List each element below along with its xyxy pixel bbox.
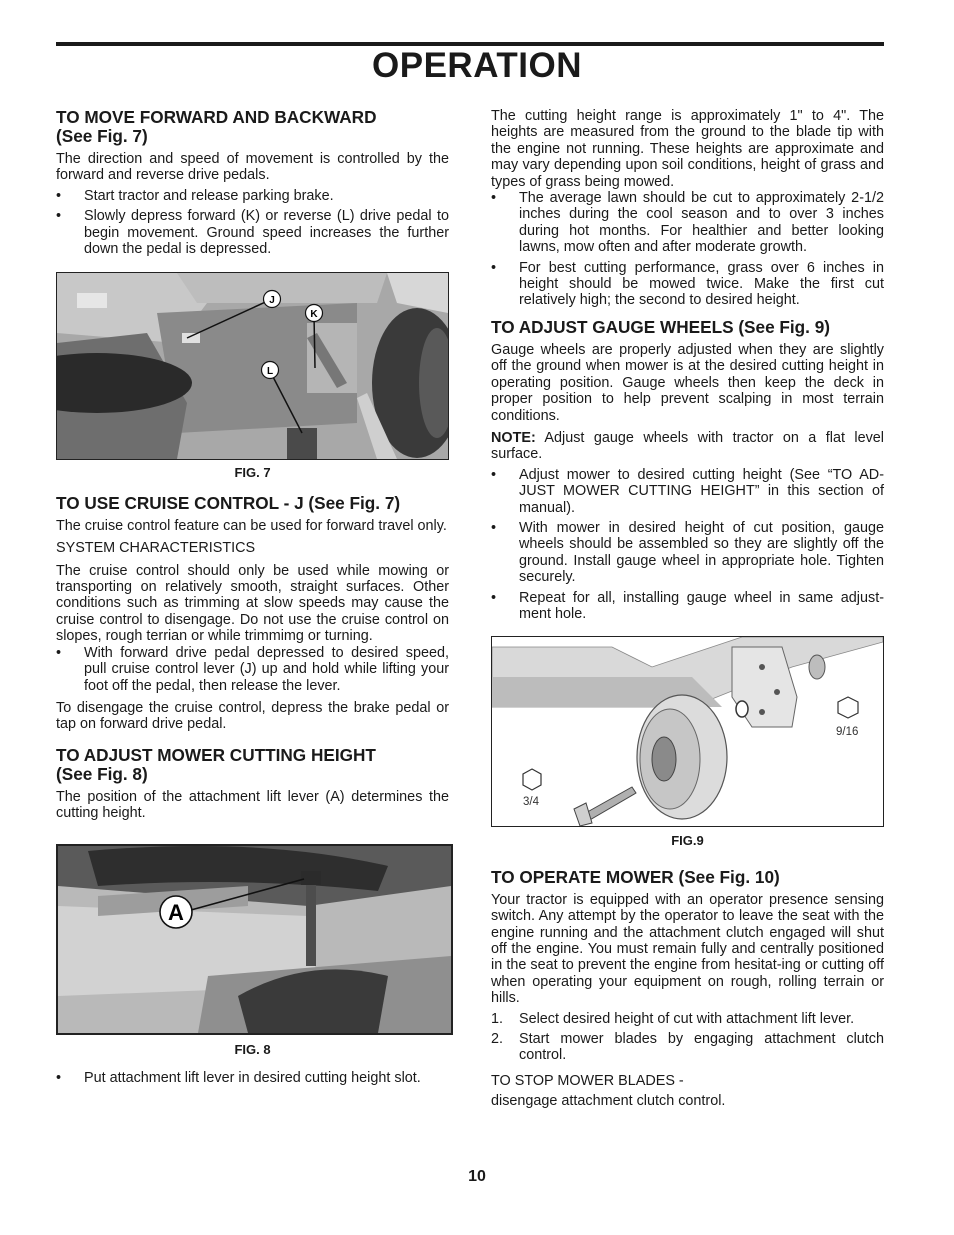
callout-l: L bbox=[266, 366, 274, 378]
section-heading-ref: (See Fig. 7) bbox=[56, 126, 148, 146]
section-heading: TO ADJUST GAUGE WHEELS (See Fig. 9) bbox=[491, 316, 831, 337]
bullet-item: • Slowly depress forward (K) or reverse (L) drive pedal to begin movement. Ground speed increases the further down the pedal is depressed. bbox=[56, 208, 449, 258]
note-label: NOTE: bbox=[491, 429, 536, 446]
section-heading: TO ADJUST MOWER CUTTING HEIGHT bbox=[56, 744, 376, 765]
paragraph: disengage attachment clutch control. bbox=[491, 1093, 726, 1110]
wrench-size-3-4: 3/4 bbox=[523, 796, 539, 809]
bullet-item: • With mower in desired height of cut position, gauge wheels should be assembled so they are slightly off the ground. Install gauge wheel in appropriate hole. Tighten securely. bbox=[491, 519, 884, 586]
numbered-step: 1. Select desired height of cut with attachment lift lever. bbox=[491, 1010, 855, 1027]
figure-9-image bbox=[491, 636, 884, 827]
subheading: SYSTEM CHARACTERISTICS bbox=[56, 540, 256, 557]
paragraph: The cruise control feature can be used for forward travel only. bbox=[56, 517, 447, 534]
section-gauge-wheels bbox=[491, 318, 884, 623]
section-move-forward bbox=[56, 108, 449, 257]
subheading: TO STOP MOWER BLADES - bbox=[491, 1072, 684, 1089]
callout-j: J bbox=[269, 295, 275, 307]
note-paragraph: NOTE: Adjust gauge wheels with tractor on a flat level surface. bbox=[491, 429, 884, 463]
paragraph: Your tractor is equipped with an operator presence sensing switch. Any attempt by the operator to leave the seat with the engine running and the attachment clutch engaged will shut off the engine. You must remain fully and centrally positioned in the seat to prevent the engine from hesitat-ing or cutting off when operating your equipment on rough, rolling terrain or hills. bbox=[491, 891, 884, 1007]
section-heading-ref: (See Fig. 8) bbox=[56, 763, 148, 784]
page-number: 10 bbox=[468, 1168, 486, 1185]
paragraph: To disengage the cruise control, depress the brake pedal or tap on forward drive pedal. bbox=[56, 699, 449, 733]
right-column bbox=[491, 108, 884, 1110]
paragraph: The cutting height range is approximately 1" to 4". The heights are measured from the ground to the blade tip with the engine not running. These heights are approximate and may vary depending upon soil conditions, height of grass and types of grass being mowed. bbox=[491, 108, 884, 190]
figure-9-caption: FIG.9 bbox=[671, 833, 704, 849]
bullet-item: • Repeat for all, installing gauge wheel in same adjust-ment hole. bbox=[491, 589, 884, 622]
numbered-step: 2. Start mower blades by engaging attachment clutch control. bbox=[491, 1031, 884, 1064]
section-heading: TO MOVE FORWARD AND BACKWARD bbox=[56, 107, 377, 127]
section-operate-mower bbox=[491, 868, 884, 1110]
section-heading: TO USE CRUISE CONTROL - J (See Fig. 7) bbox=[56, 492, 401, 513]
page-title: OPERATION bbox=[372, 46, 582, 85]
callout-k: K bbox=[310, 309, 318, 321]
bullet-item: • Put attachment lift lever in desired cutting height slot. bbox=[56, 1069, 421, 1086]
section-cruise-control bbox=[56, 494, 449, 733]
bullet-item: • For best cutting performance, grass over 6 inches in height should be mowed twice. Make the first cut relatively high; the second to desired height. bbox=[491, 259, 884, 309]
paragraph: Gauge wheels are properly adjusted when they are slightly off the ground when mower is at the desired cutting height in operating position. Gauge wheels then keep the deck in proper position to help prevent scalping in most terrain conditions. bbox=[491, 341, 884, 424]
wrench-size-9-16: 9/16 bbox=[836, 726, 859, 739]
paragraph: The position of the attachment lift lever (A) determines the cutting height. bbox=[56, 788, 449, 822]
section-heading: TO OPERATE MOWER (See Fig. 10) bbox=[491, 866, 780, 887]
paragraph: The direction and speed of movement is controlled by the forward and reverse drive pedals. bbox=[56, 151, 449, 184]
bullet-item: • Adjust mower to desired cutting height (See “TO AD-JUST MOWER CUTTING HEIGHT” in this section of manual). bbox=[491, 466, 884, 516]
bullet-item: • Start tractor and release parking brake. bbox=[56, 187, 334, 204]
figure-8-image bbox=[56, 844, 453, 1035]
section-cutting-height bbox=[56, 746, 449, 822]
paragraph: The cruise control should only be used while mowing or transporting on relatively smooth, straight surfaces. Other conditions such as trimming at slow speeds may cause the cruise control to disengage. Do not use the cruise control on slopes, rough terrian or while trimmimg or turning. bbox=[56, 562, 449, 645]
bullet-item: • The average lawn should be cut to approximately 2-1/2 inches during the cool season and to over 3 inches during hot months. For healthier and better looking lawns, mow often and after moderate growth. bbox=[491, 190, 884, 256]
bullet-item: • With forward drive pedal depressed to desired speed, pull cruise control lever (J) up and hold while lifting your foot off the pedal, then release the lever. bbox=[56, 644, 449, 694]
callout-a: A bbox=[168, 899, 184, 925]
left-column bbox=[56, 108, 449, 1086]
figure-7-image bbox=[56, 272, 449, 460]
figure-7-caption: FIG. 7 bbox=[234, 465, 271, 481]
figure-8-caption: FIG. 8 bbox=[234, 1041, 271, 1057]
